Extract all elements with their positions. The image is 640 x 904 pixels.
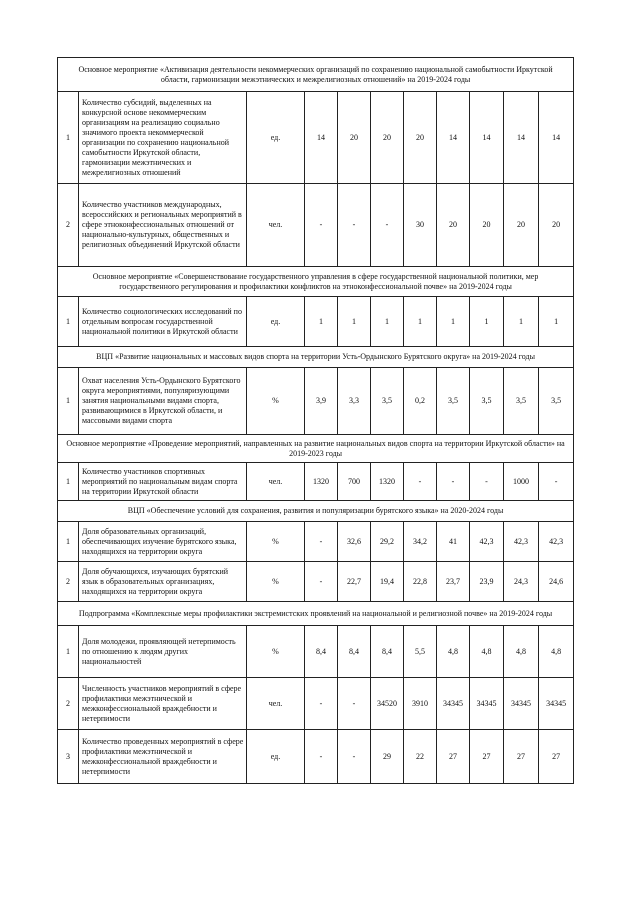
value-cell: 14 <box>470 92 504 184</box>
value-cell: 27 <box>437 730 470 784</box>
value-cell: 4,8 <box>470 626 504 678</box>
indicator-name: Охват населения Усть-Ордынского Бурятского округа мероприятиями, популяризующими занятия национальными видами спорта, развивающимися в Иркутской области, и массовыми видами спорта <box>79 368 247 435</box>
value-cell: 1000 <box>504 463 539 501</box>
indicator-name: Количество участников спортивных мероприятий по национальным видам спорта на территории Иркутской области <box>79 463 247 501</box>
value-cell: 1320 <box>371 463 404 501</box>
value-cell: 20 <box>504 184 539 267</box>
value-cell: 27 <box>504 730 539 784</box>
row-number: 1 <box>58 92 79 184</box>
row-number: 2 <box>58 184 79 267</box>
value-cell: 4,8 <box>539 626 574 678</box>
indicator-name: Доля обучающихся, изучающих бурятский язык в образовательных организациях, находящихся на территории округа <box>79 562 247 602</box>
value-cell: 0,2 <box>404 368 437 435</box>
value-cell: - <box>305 522 338 562</box>
value-cell: 19,4 <box>371 562 404 602</box>
value-cell: 23,9 <box>470 562 504 602</box>
value-cell: 3,9 <box>305 368 338 435</box>
section-header-row <box>58 501 574 522</box>
value-cell: 3,3 <box>338 368 371 435</box>
value-cell: 20 <box>437 184 470 267</box>
value-cell: 1 <box>470 297 504 347</box>
unit-cell: ед. <box>247 92 305 184</box>
indicator-row <box>58 562 574 602</box>
indicator-row <box>58 626 574 678</box>
indicator-row <box>58 297 574 347</box>
indicator-row <box>58 678 574 730</box>
unit-cell: % <box>247 562 305 602</box>
indicator-name: Доля образовательных организаций, обеспечивающих изучение бурятского языка, находящихся на территории округа <box>79 522 247 562</box>
value-cell: 34345 <box>539 678 574 730</box>
value-cell: 1 <box>539 297 574 347</box>
value-cell: 3,5 <box>504 368 539 435</box>
row-number: 2 <box>58 678 79 730</box>
value-cell: 20 <box>470 184 504 267</box>
indicators-table <box>57 57 574 784</box>
indicator-row <box>58 92 574 184</box>
value-cell: 24,3 <box>504 562 539 602</box>
value-cell: 4,8 <box>437 626 470 678</box>
value-cell: 20 <box>371 92 404 184</box>
section-header-row <box>58 267 574 297</box>
row-number: 3 <box>58 730 79 784</box>
value-cell: 14 <box>539 92 574 184</box>
indicator-name: Количество социологических исследований по отдельным вопросам государственной национальной политики в Иркутской области <box>79 297 247 347</box>
value-cell: 29,2 <box>371 522 404 562</box>
value-cell: 22 <box>404 730 437 784</box>
value-cell: 1 <box>371 297 404 347</box>
value-cell: 1 <box>305 297 338 347</box>
value-cell: 27 <box>470 730 504 784</box>
value-cell: 22,8 <box>404 562 437 602</box>
row-number: 1 <box>58 626 79 678</box>
section-header-row <box>58 58 574 92</box>
value-cell: - <box>305 184 338 267</box>
value-cell: 20 <box>338 92 371 184</box>
value-cell: 3910 <box>404 678 437 730</box>
value-cell: - <box>338 184 371 267</box>
table-body <box>58 58 574 784</box>
section-title: Основное мероприятие «Проведение мероприятий, направленных на развитие национальных видов спорта на территории Иркутской области» на 2019-2023 годы <box>58 435 574 463</box>
value-cell: 30 <box>404 184 437 267</box>
unit-cell: ед. <box>247 297 305 347</box>
unit-cell: % <box>247 626 305 678</box>
section-title: Основное мероприятие «Активизация деятельности некоммерческих организаций по сохранению национальной самобытности Иркутской области, гармонизации межэтнических и межрелигиозных отношений» на 2019-2024 годы <box>58 58 574 92</box>
value-cell: 34520 <box>371 678 404 730</box>
value-cell: 8,4 <box>305 626 338 678</box>
indicator-name: Количество проведенных мероприятий в сфере профилактики межэтнической и межконфессиональной враждебности и нетерпимости <box>79 730 247 784</box>
value-cell: 20 <box>539 184 574 267</box>
row-number: 1 <box>58 522 79 562</box>
value-cell: - <box>305 678 338 730</box>
row-number: 1 <box>58 368 79 435</box>
value-cell: - <box>470 463 504 501</box>
value-cell: - <box>305 562 338 602</box>
section-header-row <box>58 602 574 626</box>
value-cell: - <box>338 678 371 730</box>
value-cell: 20 <box>404 92 437 184</box>
section-title: Подпрограмма «Комплексные меры профилактики экстремистских проявлений на национальной и религиозной почве» на 2019-2024 годы <box>58 602 574 626</box>
indicator-row <box>58 368 574 435</box>
section-title: ВЦП «Развитие национальных и массовых видов спорта на территории Усть-Ордынского Бурятского округа» на 2019-2024 годы <box>58 347 574 368</box>
indicator-name: Доля молодежи, проявляющей нетерпимость по отношению к людям других национальностей <box>79 626 247 678</box>
row-number: 1 <box>58 463 79 501</box>
section-header-row <box>58 347 574 368</box>
value-cell: - <box>437 463 470 501</box>
indicator-row <box>58 184 574 267</box>
section-title: Основное мероприятие «Совершенствование государственного управления в сфере государственной национальной политики, мер государственного регулирования и профилактики конфликтов на этноконфессиональной почве» на 2019-2024 годы <box>58 267 574 297</box>
value-cell: 23,7 <box>437 562 470 602</box>
section-title: ВЦП «Обеспечение условий для сохранения, развития и популяризации бурятского языка» на 2020-2024 годы <box>58 501 574 522</box>
value-cell: 42,3 <box>539 522 574 562</box>
value-cell: 3,5 <box>371 368 404 435</box>
value-cell: 8,4 <box>371 626 404 678</box>
indicator-name: Численность участников мероприятий в сфере профилактики межэтнической и межконфессиональной враждебности и нетерпимости <box>79 678 247 730</box>
value-cell: 34345 <box>504 678 539 730</box>
value-cell: 29 <box>371 730 404 784</box>
value-cell: 1 <box>338 297 371 347</box>
value-cell: 34,2 <box>404 522 437 562</box>
value-cell: - <box>305 730 338 784</box>
value-cell: 41 <box>437 522 470 562</box>
value-cell: 8,4 <box>338 626 371 678</box>
indicator-name: Количество субсидий, выделенных на конкурсной основе некоммерческим организациям на реализацию социально значимого проекта некоммерческой организации по сохранению национальной самобытности Иркутской области, гармонизации межэтнических и межрелигиозных отношений <box>79 92 247 184</box>
value-cell: 14 <box>437 92 470 184</box>
value-cell: 1 <box>404 297 437 347</box>
value-cell: - <box>338 730 371 784</box>
unit-cell: чел. <box>247 184 305 267</box>
value-cell: 27 <box>539 730 574 784</box>
value-cell: 3,5 <box>470 368 504 435</box>
value-cell: 1 <box>504 297 539 347</box>
row-number: 1 <box>58 297 79 347</box>
value-cell: 3,5 <box>437 368 470 435</box>
value-cell: - <box>539 463 574 501</box>
value-cell: 5,5 <box>404 626 437 678</box>
value-cell: 700 <box>338 463 371 501</box>
value-cell: 3,5 <box>539 368 574 435</box>
unit-cell: чел. <box>247 463 305 501</box>
value-cell: 42,3 <box>504 522 539 562</box>
row-number: 2 <box>58 562 79 602</box>
value-cell: 24,6 <box>539 562 574 602</box>
value-cell: - <box>404 463 437 501</box>
indicator-row <box>58 522 574 562</box>
document-page <box>57 57 574 784</box>
indicator-name: Количество участников международных, всероссийских и региональных мероприятий в сфере этноконфессиональных отношений от национально-культурных, общественных и религиозных объединений Иркутской области <box>79 184 247 267</box>
unit-cell: чел. <box>247 678 305 730</box>
value-cell: 1320 <box>305 463 338 501</box>
unit-cell: ед. <box>247 730 305 784</box>
indicator-row <box>58 463 574 501</box>
unit-cell: % <box>247 368 305 435</box>
value-cell: 14 <box>305 92 338 184</box>
value-cell: - <box>371 184 404 267</box>
unit-cell: % <box>247 522 305 562</box>
value-cell: 22,7 <box>338 562 371 602</box>
value-cell: 14 <box>504 92 539 184</box>
value-cell: 1 <box>437 297 470 347</box>
value-cell: 34345 <box>470 678 504 730</box>
value-cell: 4,8 <box>504 626 539 678</box>
indicator-row <box>58 730 574 784</box>
value-cell: 32,6 <box>338 522 371 562</box>
value-cell: 42,3 <box>470 522 504 562</box>
value-cell: 34345 <box>437 678 470 730</box>
section-header-row <box>58 435 574 463</box>
